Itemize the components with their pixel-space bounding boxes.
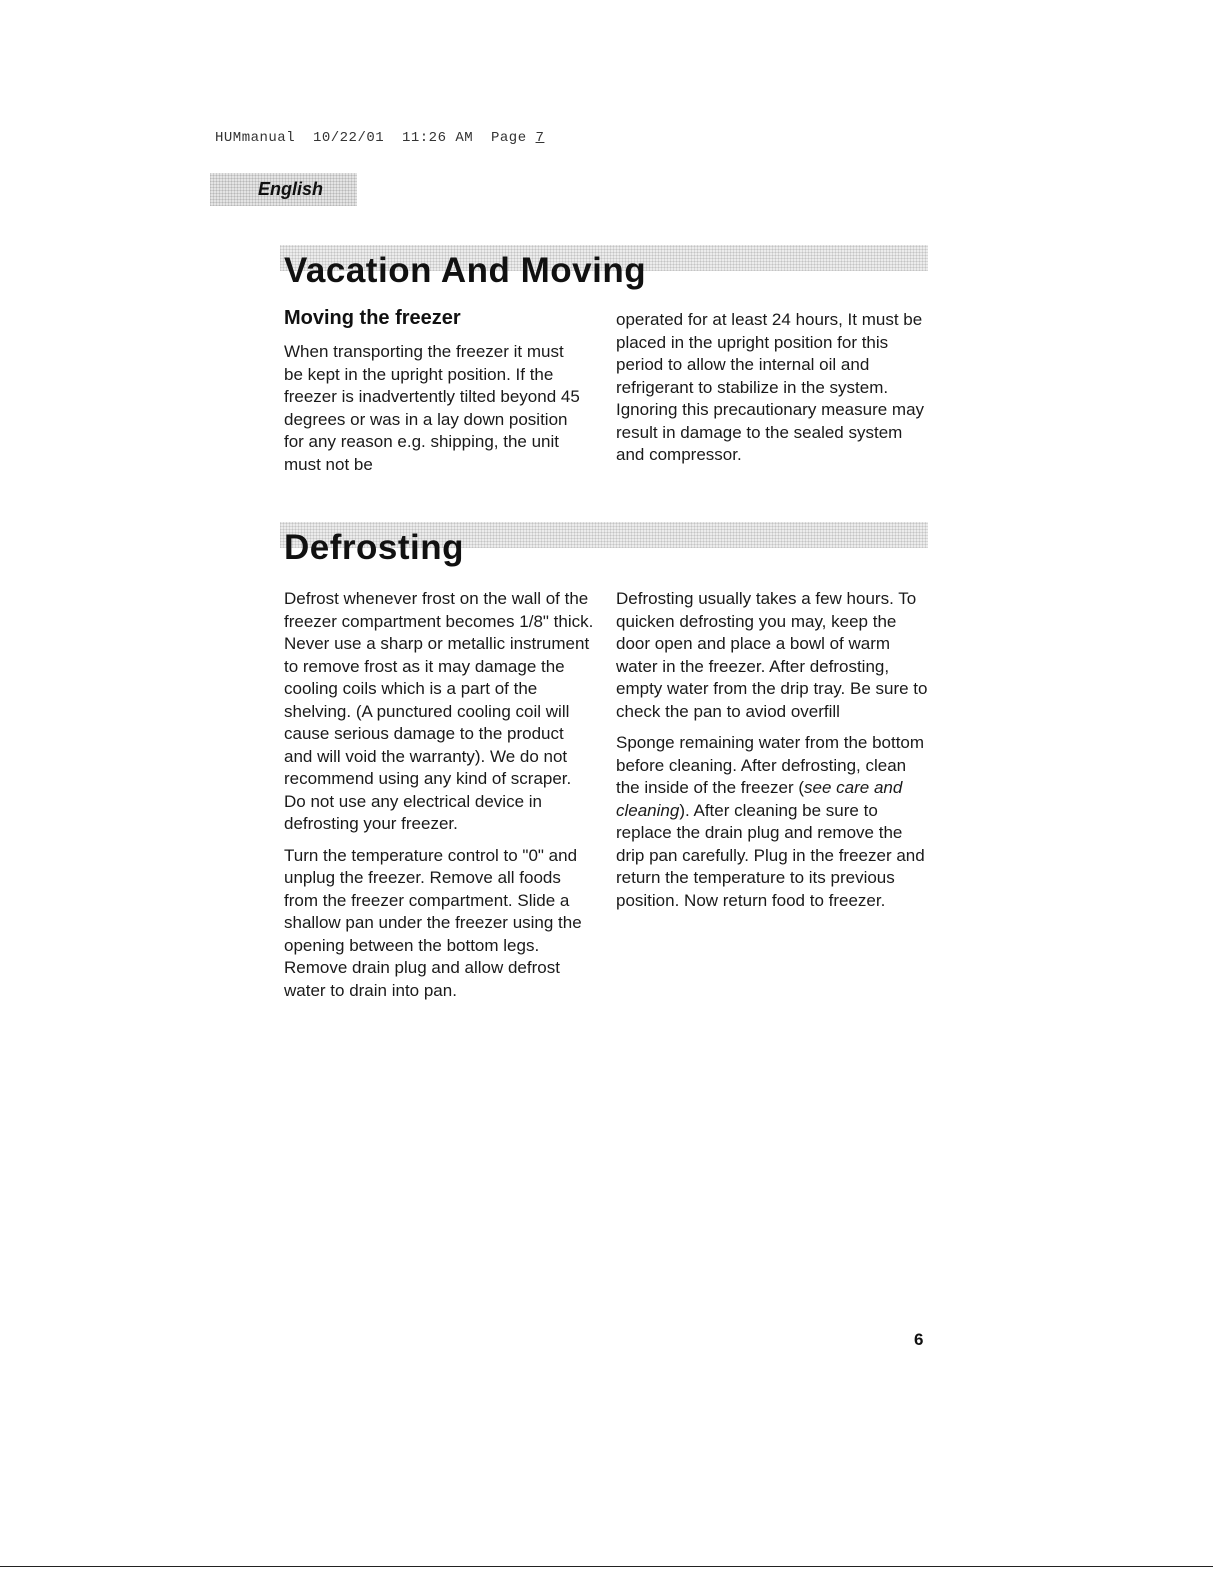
slug-page-label: Page bbox=[491, 130, 527, 146]
defrosting-right-paragraph-1: Defrosting usually takes a few hours. To quicken defrosting you may, keep the door open and place a bowl of warm water in the freezer. After defrosting, empty water from the drip tray. Be sure to check the pan to aviod overfill bbox=[616, 589, 928, 721]
slug-date: 10/22/01 bbox=[312, 130, 385, 146]
slug-file: HUMmanual bbox=[215, 130, 296, 146]
bottom-rule bbox=[0, 1566, 1213, 1567]
care-cleaning-reference: see care and cleaning bbox=[616, 778, 903, 820]
vacation-right-column bbox=[616, 309, 931, 476]
vacation-heading: Vacation And Moving bbox=[284, 251, 647, 290]
paragraph-text: Sponge remaining water from the bottom before cleaning. After defrosting, clean the inside of the freezer ( bbox=[616, 733, 925, 797]
defrosting-right-column bbox=[616, 588, 931, 921]
vacation-left-column bbox=[284, 341, 584, 485]
vacation-right-paragraph: operated for at least 24 hours, It must be placed in the upright position for this period to allow the internal oil and refrigerant to stabilize in the system. Ignoring this precautionary measure may result in damage to the sealed system and compressor. bbox=[616, 310, 925, 464]
defrosting-left-paragraph-2: Turn the temperature control to "0" and unplug the freezer. Remove all foods from the freezer compartment. Slide a shallow pan under the freezer using the opening between the bottom legs. Remove drain plug and allow defrost water to drain into pan. bbox=[284, 845, 582, 1000]
defrosting-heading: Defrosting bbox=[284, 528, 464, 567]
defrosting-left-paragraph-1: Defrost whenever frost on the wall of the freezer compartment becomes 1/8" thick. Never use a sharp or metallic instrument to remove frost as it may damage the cooling coils which is a part of the shelving. (A punctured cooling coil will cause serious damage to the product and will void the warranty). We do not recommend using any kind of scraper. Do not use any electrical device in defrosting your freezer. bbox=[284, 589, 594, 833]
paragraph-text: ). After cleaning be sure to replace the drain plug and remove the drip pan carefully. Plug in the freezer and return the temperature to its previous position. Now return food to freezer. bbox=[616, 800, 925, 910]
language-tab-label: English bbox=[258, 179, 324, 199]
vacation-left-paragraph: When transporting the freezer it must be kept in the upright position. If the freezer is inadvertently tilted beyond 45 degrees or was in a lay down position for any reason e.g. shipping, the unit must not be bbox=[284, 342, 580, 474]
slug-time: 11:26 AM bbox=[401, 130, 474, 146]
print-slug bbox=[215, 130, 544, 146]
defrosting-right-paragraph-2 bbox=[616, 732, 931, 912]
slug-page: 7 bbox=[535, 130, 545, 146]
moving-subheading: Moving the freezer bbox=[284, 307, 461, 329]
defrosting-left-column bbox=[284, 588, 594, 1011]
page-number: 6 bbox=[914, 1330, 924, 1349]
language-tab bbox=[210, 173, 357, 206]
